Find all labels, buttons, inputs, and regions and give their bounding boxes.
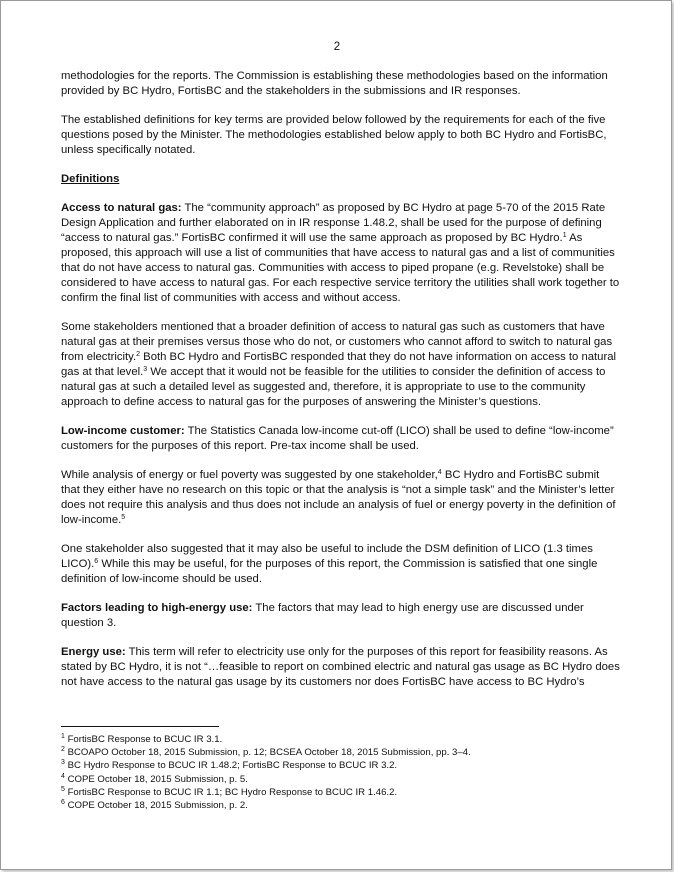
footnote-separator (61, 726, 219, 727)
paragraph-energy-use: Energy use: This term will refer to electricity use only for the purposes of this report for feasibility reasons. As stated by BC Hydro, it is not “…feasible to report on combined electric and natural gas usage as BC Hydro does not have access to the natural gas usage by its customers nor does FortisBC have access to BC Hydro’s (61, 646, 620, 688)
paragraph-factors-high-energy-use: Factors leading to high-energy use: The factors that may lead to high energy use are discussed under question 3. (61, 602, 584, 629)
footnotes (61, 733, 621, 812)
paragraph-intro: methodologies for the reports. The Commission is establishing these methodologies based on the information provided by BC Hydro, FortisBC and the stakeholders in the submissions and IR responses. (61, 70, 608, 97)
footnote: $^4$ COPE October 18, 2015 Submission, p. 5. (61, 772, 248, 785)
term-energy-use: Energy use: (61, 646, 126, 658)
paragraph-stakeholder-broader-definition: Some stakeholders mentioned that a broader definition of access to natural gas such as customers that have natural gas at their premises versus those who do not, or customers who cannot afford to switch to natural gas from electricity.$^2$ Both BC Hydro and FortisBC responded that they do not have information on access to natural gas at that level.$^3$ We accept that it would not be feasible for the utilities to consider the definition of access to natural gas at such a detailed level as suggested and, therefore, it is appropriate to use to the community approach to define access to natural gas for the purposes of answering the Minister’s questions. (61, 321, 617, 408)
paragraph-low-income-customer: Low-income customer: The Statistics Canada low-income cut-off (LICO) shall be used to define “low-income” customers for the purposes of this report. Pre-tax income shall be used. (61, 425, 614, 452)
footnote-ref: 6 (94, 558, 99, 565)
document-body (61, 69, 621, 704)
footnote-ref: 1 (562, 232, 567, 239)
footnote: $^3$ BC Hydro Response to BCUC IR 1.48.2; FortisBC Response to BCUC IR 3.2. (61, 759, 398, 772)
footnote-ref: 3 (143, 366, 148, 373)
page-number: 2 (333, 41, 341, 53)
footnote-ref: 5 (121, 514, 126, 521)
footnote-ref: 4 (437, 469, 442, 476)
footnote: $^5$ FortisBC Response to BCUC IR 1.1; BC Hydro Response to BCUC IR 1.46.2. (61, 785, 398, 798)
paragraph-energy-poverty: While analysis of energy or fuel poverty was suggested by one stakeholder,$^4$ BC Hydro and FortisBC submit that they either have no research on this topic or that the analysis is “not a simple task” and the Minister’s letter does not require this analysis and thus does not include an analysis of fuel or energy poverty in the definition of low-income.$^5$ (61, 469, 616, 526)
footnote: $^6$ COPE October 18, 2015 Submission, p. 2. (61, 799, 248, 812)
term-low-income-customer: Low-income customer: (61, 425, 185, 437)
footnote: $^1$ FortisBC Response to BCUC IR 3.1. (61, 733, 223, 745)
paragraph-definitions-overview: The established definitions for key terms are provided below followed by the requirements for each of the five questions posed by the Minister. The methodologies established below apply to both BC Hydro and FortisBC, unless specifically notated. (61, 114, 607, 156)
footnote-ref: 2 (136, 351, 141, 358)
definitions-heading: Definitions (61, 173, 120, 185)
term-access-to-natural-gas: Access to natural gas: (61, 202, 182, 214)
term-factors-high-energy-use: Factors leading to high-energy use: (61, 602, 253, 614)
paragraph-access-to-natural-gas: Access to natural gas: The “community approach” as proposed by BC Hydro at page 5-70 of the 2015 Rate Design Application and further elaborated on in IR response 1.48.2, shall be used for the purpose of defining “access to natural gas.” FortisBC confirmed it will use the same approach as proposed by BC Hydro.$^1$ As proposed, this approach will use a list of communities that have access to natural gas and a list of communities that do not have access to natural gas. Communities with access to piped propane (e.g. Revelstoke) shall be considered to have access to natural gas. For each respective service territory the utilities shall work together to confirm the final list of communities with access and without access. (61, 202, 620, 304)
footnote: $^2$ BCOAPO October 18, 2015 Submission, p. 12; BCSEA October 18, 2015 Submission, pp. 3–4. (61, 746, 471, 759)
paragraph-dsm-lico: One stakeholder also suggested that it may also be useful to include the DSM definition of LICO (1.3 times LICO).$^6$ While this may be useful, for the purposes of this report, the Commission is satisfied that one single definition of low-income should be used. (61, 543, 598, 585)
